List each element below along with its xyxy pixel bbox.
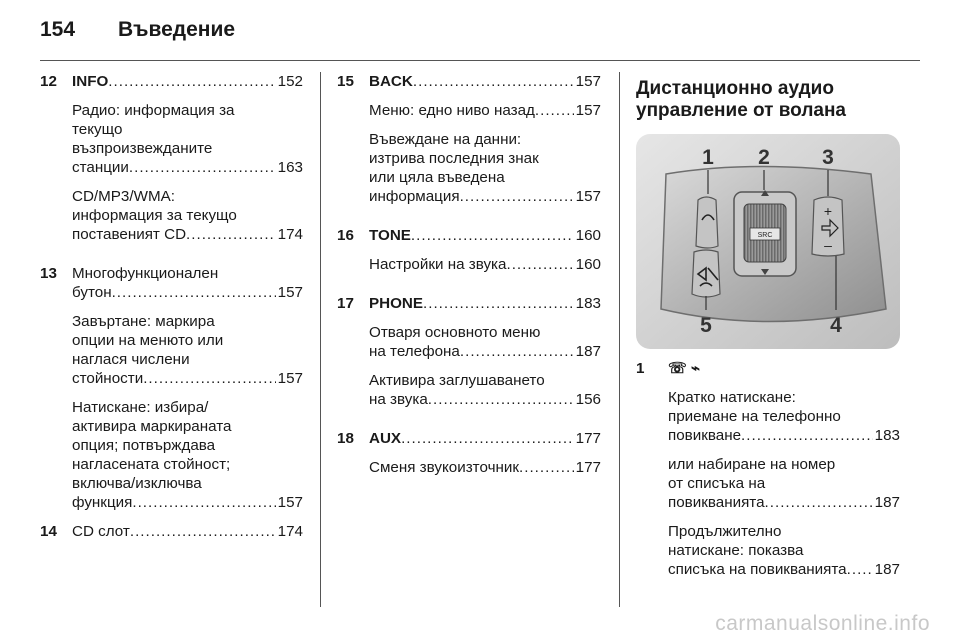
entry-number: 15 (337, 73, 354, 90)
entry-body (369, 294, 601, 419)
src-button-label: SRC (757, 232, 773, 239)
section-title-line: управление от волана (636, 100, 846, 121)
text-line: или набиране на номер (668, 456, 836, 473)
text-line: Завъртане: маркира (72, 313, 215, 330)
toc-line (369, 342, 601, 361)
page-ref: 160 (575, 227, 601, 244)
column-divider (320, 72, 321, 607)
toc-entry (40, 264, 303, 512)
entry-text: Сменя звукоизточник ..... (369, 458, 574, 477)
column-2 (337, 72, 601, 497)
toc-line (369, 429, 601, 448)
entry-text: станции ..... (72, 158, 276, 177)
entry-subitem (369, 130, 601, 206)
entry-subitem (72, 101, 303, 177)
toc-line (369, 294, 601, 313)
entry-text: Меню: едно ниво назад ..... (369, 101, 574, 120)
toc-line (72, 72, 303, 91)
plus-icon: + (823, 203, 833, 219)
entry-subitem (369, 371, 601, 409)
entry-body (72, 522, 303, 541)
text-line: Многофункционален (72, 265, 219, 282)
text-line: от списъка на (668, 475, 766, 492)
entry-number: 18 (337, 430, 354, 447)
text-line: изтрива последния знак (369, 150, 539, 167)
page-title: Въведение (118, 18, 236, 41)
entry-number: 12 (40, 73, 57, 90)
text-line: наглася числени (72, 351, 190, 368)
text-line: натискане: показва (668, 542, 804, 559)
toc-entry (40, 522, 303, 541)
entry-subitem (72, 264, 303, 302)
entry-text: повикване ..... (668, 426, 873, 445)
entry-head (369, 294, 601, 313)
keyword-label: PHONE (369, 295, 424, 312)
text-line: Кратко натискане: (668, 389, 796, 406)
text-line: активира маркираната (72, 418, 232, 435)
phone-icons (668, 359, 900, 378)
entry-text: бутон ..... (72, 283, 276, 302)
entry-number: 1 (636, 360, 645, 377)
callout-label-3: 3 (822, 146, 834, 169)
entry-head (369, 72, 601, 91)
toc-entry (337, 72, 601, 216)
page-ref: 177 (575, 459, 601, 476)
page-ref: 157 (575, 188, 601, 205)
page-ref: 160 (575, 256, 601, 273)
toc-line (668, 426, 900, 445)
page-ref: 187 (575, 343, 601, 360)
page-header (40, 18, 235, 42)
callout-label-4: 4 (830, 314, 842, 337)
toc-line (369, 72, 601, 91)
entry-heading (369, 294, 574, 313)
left-upper-button (696, 197, 718, 248)
text-line: Активира заглушаването (369, 372, 545, 389)
page-ref: 163 (277, 159, 303, 176)
section-title (636, 78, 900, 122)
entry-body (72, 264, 303, 512)
text-line: опции на менюто или (72, 332, 224, 349)
phone-icon: ☏⌁ (668, 360, 705, 377)
entry-heading (369, 226, 574, 245)
callout-label-2: 2 (758, 146, 770, 169)
page-ref: 183 (874, 427, 900, 444)
toc-line (369, 390, 601, 409)
toc-line (72, 283, 303, 302)
page-number: 154 (40, 18, 76, 41)
entry-subitem (369, 255, 601, 274)
entry-number: 17 (337, 295, 354, 312)
toc-entry (337, 294, 601, 419)
page-ref: 183 (575, 295, 601, 312)
page-ref: 157 (277, 494, 303, 511)
toc-line (72, 225, 303, 244)
entry-subitem (369, 101, 601, 120)
keyword-label: TONE (369, 227, 411, 244)
text-line: Продължително (668, 523, 782, 540)
entry-number: 14 (40, 523, 57, 540)
entry-head (369, 429, 601, 448)
entry-subitem (72, 398, 303, 512)
toc-line (369, 187, 601, 206)
entry-subitem (668, 522, 900, 579)
toc-line (668, 560, 900, 579)
toc-line (668, 493, 900, 512)
toc-line (369, 458, 601, 477)
section-title-line: Дистанционно аудио (636, 78, 834, 99)
entry-text: информация ..... (369, 187, 574, 206)
toc-line (369, 101, 601, 120)
column-divider (619, 72, 620, 607)
entry-text: поставеният CD ..... (72, 225, 276, 244)
text-line: включва/изключва (72, 475, 202, 492)
entry-text: списъка на повикванията ..... (668, 560, 873, 579)
column-1 (40, 72, 303, 551)
text-line: приемане на телефонно (668, 408, 841, 425)
entry-subitem (72, 187, 303, 244)
page-ref: 157 (575, 73, 601, 90)
toc-entry (337, 226, 601, 284)
entry-text: CD слот ..... (72, 522, 276, 541)
keyword-label: BACK (369, 73, 413, 90)
keyword-label: AUX (369, 430, 402, 447)
entry-body (369, 429, 601, 487)
text-line: възпроизвежданите (72, 140, 213, 157)
entry-text: Настройки на звука ..... (369, 255, 574, 274)
page-ref: 157 (277, 284, 303, 301)
page-ref: 187 (874, 561, 900, 578)
toc-line (369, 255, 601, 274)
entry-number: 13 (40, 265, 57, 282)
toc-entry (40, 72, 303, 254)
page-ref: 174 (277, 523, 303, 540)
minus-icon: – (824, 237, 832, 253)
text-line: нагласената стойност; (72, 456, 231, 473)
entry-subitem (668, 455, 900, 512)
entry-text: повикванията ..... (668, 493, 873, 512)
entry-head (369, 226, 601, 245)
entry-text: на телефона ..... (369, 342, 574, 361)
text-line: Натискане: избира/ (72, 399, 209, 416)
text-line: опция; потвърждава (72, 437, 216, 454)
entry-text: стойности ..... (72, 369, 276, 388)
keyword-label: INFO (72, 73, 109, 90)
steering-wheel-controls-figure (636, 134, 900, 349)
page-ref: 187 (874, 494, 900, 511)
entry-heading (369, 429, 574, 448)
entry-subitem (668, 388, 900, 445)
column-3 (636, 78, 900, 599)
toc-line (72, 369, 303, 388)
page-ref: 152 (277, 73, 303, 90)
entry-body (369, 72, 601, 216)
toc-line (369, 226, 601, 245)
toc-entry (337, 429, 601, 487)
entry-subitem (72, 312, 303, 388)
toc-line (72, 522, 303, 541)
entry-subitem (369, 458, 601, 477)
entry-text: на звука ..... (369, 390, 574, 409)
text-line: CD/MP3/WMA: (72, 188, 175, 205)
page-ref: 157 (277, 370, 303, 387)
entry-body (72, 72, 303, 254)
text-line: Радио: информация за (72, 102, 235, 119)
toc-line (72, 493, 303, 512)
page-ref: 177 (575, 430, 601, 447)
callout-label-5: 5 (700, 314, 712, 337)
entry-body (369, 226, 601, 284)
entry-heading (72, 72, 276, 91)
legend-entry (636, 359, 900, 589)
entry-head (72, 72, 303, 91)
header-rule (40, 60, 920, 61)
page-ref: 156 (575, 391, 601, 408)
text-line: или цяла въведена (369, 169, 505, 186)
callout-label-1: 1 (702, 146, 714, 169)
entry-subitem (72, 522, 303, 541)
entry-heading (369, 72, 574, 91)
text-line: информация за текущо (72, 207, 237, 224)
text-line: Отваря основното меню (369, 324, 541, 341)
text-line: Въвеждане на данни: (369, 131, 522, 148)
entry-body (668, 359, 900, 589)
page-ref: 157 (575, 102, 601, 119)
entry-text: функция ..... (72, 493, 276, 512)
watermark: carmanualsonline.info (715, 612, 930, 635)
text-line: текущо (72, 121, 123, 138)
entry-number: 16 (337, 227, 354, 244)
page-ref: 174 (277, 226, 303, 243)
entry-subitem (369, 323, 601, 361)
toc-line (72, 158, 303, 177)
